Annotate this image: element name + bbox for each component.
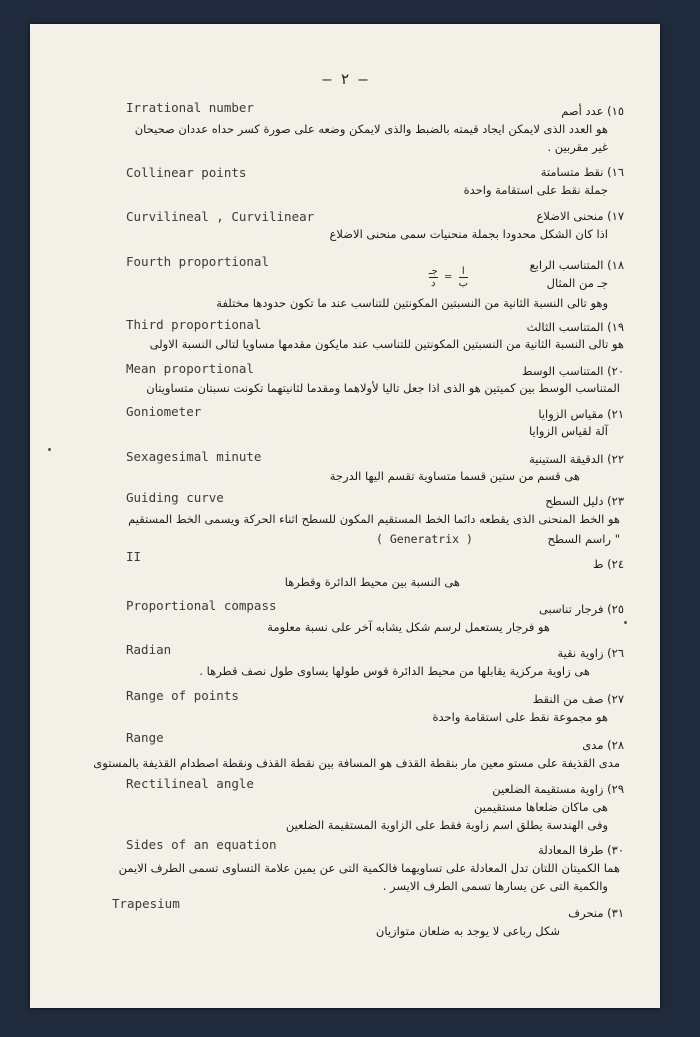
arabic-term: ١٥) عدد أصم (561, 104, 624, 118)
arabic-term: ٣٠) طرفا المعادلة (538, 843, 624, 857)
arabic-definition: المتناسب الوسط بين كميتين هو الذى اذا جعل تاليا لأولاهما ومقدما لثانيتهما تكونت نسبتان متساويتان (146, 381, 620, 395)
arabic-definition: اذا كان الشكل محدودا بجملة منحنيات سمى منحنى الاضلاع (329, 227, 608, 241)
generatrix-reference: ( Generatrix ) (376, 532, 473, 546)
paper-speck (48, 448, 51, 451)
page-number: — ٢ — (322, 70, 368, 88)
arabic-definition: هما الكميتان اللتان تدل المعادلة على تساويهما فالكمية التى عن يمين علامة التساوى تسمى الطرف الايمن (118, 861, 620, 875)
denominator-b: ب (458, 278, 468, 289)
arabic-term: ١٧) منحنى الاضلاع (536, 209, 624, 223)
arabic-definition: هى النسبة بين محيط الدائرة وقطرها (284, 575, 460, 589)
document-page (30, 24, 660, 1008)
english-term: Irrational number (126, 100, 254, 115)
denominator-d: د (431, 278, 436, 289)
arabic-term: ٢٧) صف من النقط (532, 692, 624, 706)
english-term: Curvilineal , Curvilinear (126, 209, 315, 224)
equals-sign: = (444, 272, 453, 283)
arabic-term: ٢٣) دليل السطح (545, 494, 624, 508)
english-term: Fourth proportional (126, 254, 269, 269)
english-term: Mean proportional (126, 361, 254, 376)
arabic-term: ٢١) مقياس الزوايا (538, 407, 624, 421)
arabic-term: ١٩) المتناسب الثالث (526, 320, 624, 334)
arabic-definition: وفى الهندسة يطلق اسم زاوية فقط على الزاوية المستقيمة الضلعين (285, 818, 608, 832)
english-term: Range of points (126, 688, 239, 703)
proportion-formula (429, 266, 468, 289)
paper-speck (624, 621, 627, 624)
numerator-c: جـ (428, 266, 438, 277)
arabic-definition: هى قسم من ستين قسما متساوية تقسم اليها الدرجة (329, 469, 580, 483)
english-term: Sides of an equation (126, 837, 277, 852)
numerator-a: ا (459, 266, 468, 278)
english-term: Radian (126, 642, 172, 657)
english-term: Collinear points (126, 165, 247, 180)
arabic-definition: وهو تالى النسبة الثانية من النسبتين المكونتين للتناسب عند ما تكون حدودها مختلفة (216, 296, 608, 310)
english-term: Proportional compass (126, 598, 277, 613)
arabic-definition: جملة نقط على استقامة واحدة (463, 183, 608, 197)
arabic-definition: شكل رباعى لا يوجد به ضلعان متوازيان (375, 924, 560, 938)
english-term: Sexagesimal minute (126, 449, 262, 464)
english-term: Guiding curve (126, 490, 224, 505)
arabic-term: ٢٥) فرجار تناسبى (538, 602, 624, 616)
arabic-definition: هى زاوية مركزية يقابلها من محيط الدائرة قوس طولها يساوى طول نصف قطرها . (199, 664, 590, 678)
arabic-term: ٢٢) الدقيقة الستينية (529, 452, 624, 466)
arabic-definition: " راسم السطح (547, 532, 620, 546)
arabic-term: ٢٠) المتناسب الوسط (521, 364, 624, 378)
arabic-definition: هو فرجار يستعمل لرسم شكل يشابه آخر على نسبة معلومة (267, 620, 550, 634)
arabic-term: ٢٩) زاوية مستقيمة الضلعين (492, 782, 624, 796)
arabic-term: ١٦) نقط متسامتة (540, 165, 624, 179)
english-term: Range (126, 730, 164, 745)
arabic-term: ٢٤) ط (592, 557, 624, 571)
english-term: Third proportional (126, 317, 262, 332)
arabic-definition: هو العدد الذى لايمكن ايجاد قيمته بالضبط والذى لايمكن وضعه على صورة كسر حداه عددان صحيحان (134, 122, 608, 136)
arabic-definition: جـ من المثال (546, 276, 608, 290)
arabic-definition: والكمية التى عن يسارها تسمى الطرف الايسر . (382, 879, 608, 893)
arabic-definition: مدى القذيفة على مستو معين مار بنقطة القذف هو المسافة بين نقطة القذف ونقطة اصطدام القذيفة بالمستوى (93, 756, 620, 770)
arabic-definition: هو مجموعة نقط على استقامة واحدة (432, 710, 608, 724)
arabic-term: ٢٨) مدى (582, 738, 624, 752)
english-term: Trapesium (112, 896, 180, 911)
arabic-definition: هو تالى النسبة الثانية من النسبتين المكونتين للتناسب عند مايكون مقدمها مساويا لتالى النسبة الاولى (149, 337, 624, 351)
arabic-definition: آلة لقياس الزوايا (528, 424, 608, 438)
arabic-term: ٣١) منحرف (568, 906, 624, 920)
arabic-definition: هو الخط المنحنى الذى يقطعه دائما الخط المستقيم المكون للسطح اثناء الحركة ويسمى الخط المستقيم (128, 512, 620, 526)
arabic-definition: هى ماكان ضلعاها مستقيمين (474, 800, 608, 814)
arabic-term: ١٨) المتناسب الرابع (529, 258, 624, 272)
english-term: II (126, 549, 142, 564)
english-term: Goniometer (126, 404, 202, 419)
english-term: Rectilineal angle (126, 776, 254, 791)
arabic-term: ٢٦) زاوية نقية (557, 646, 624, 660)
arabic-definition: غير مقربين . (547, 140, 608, 154)
